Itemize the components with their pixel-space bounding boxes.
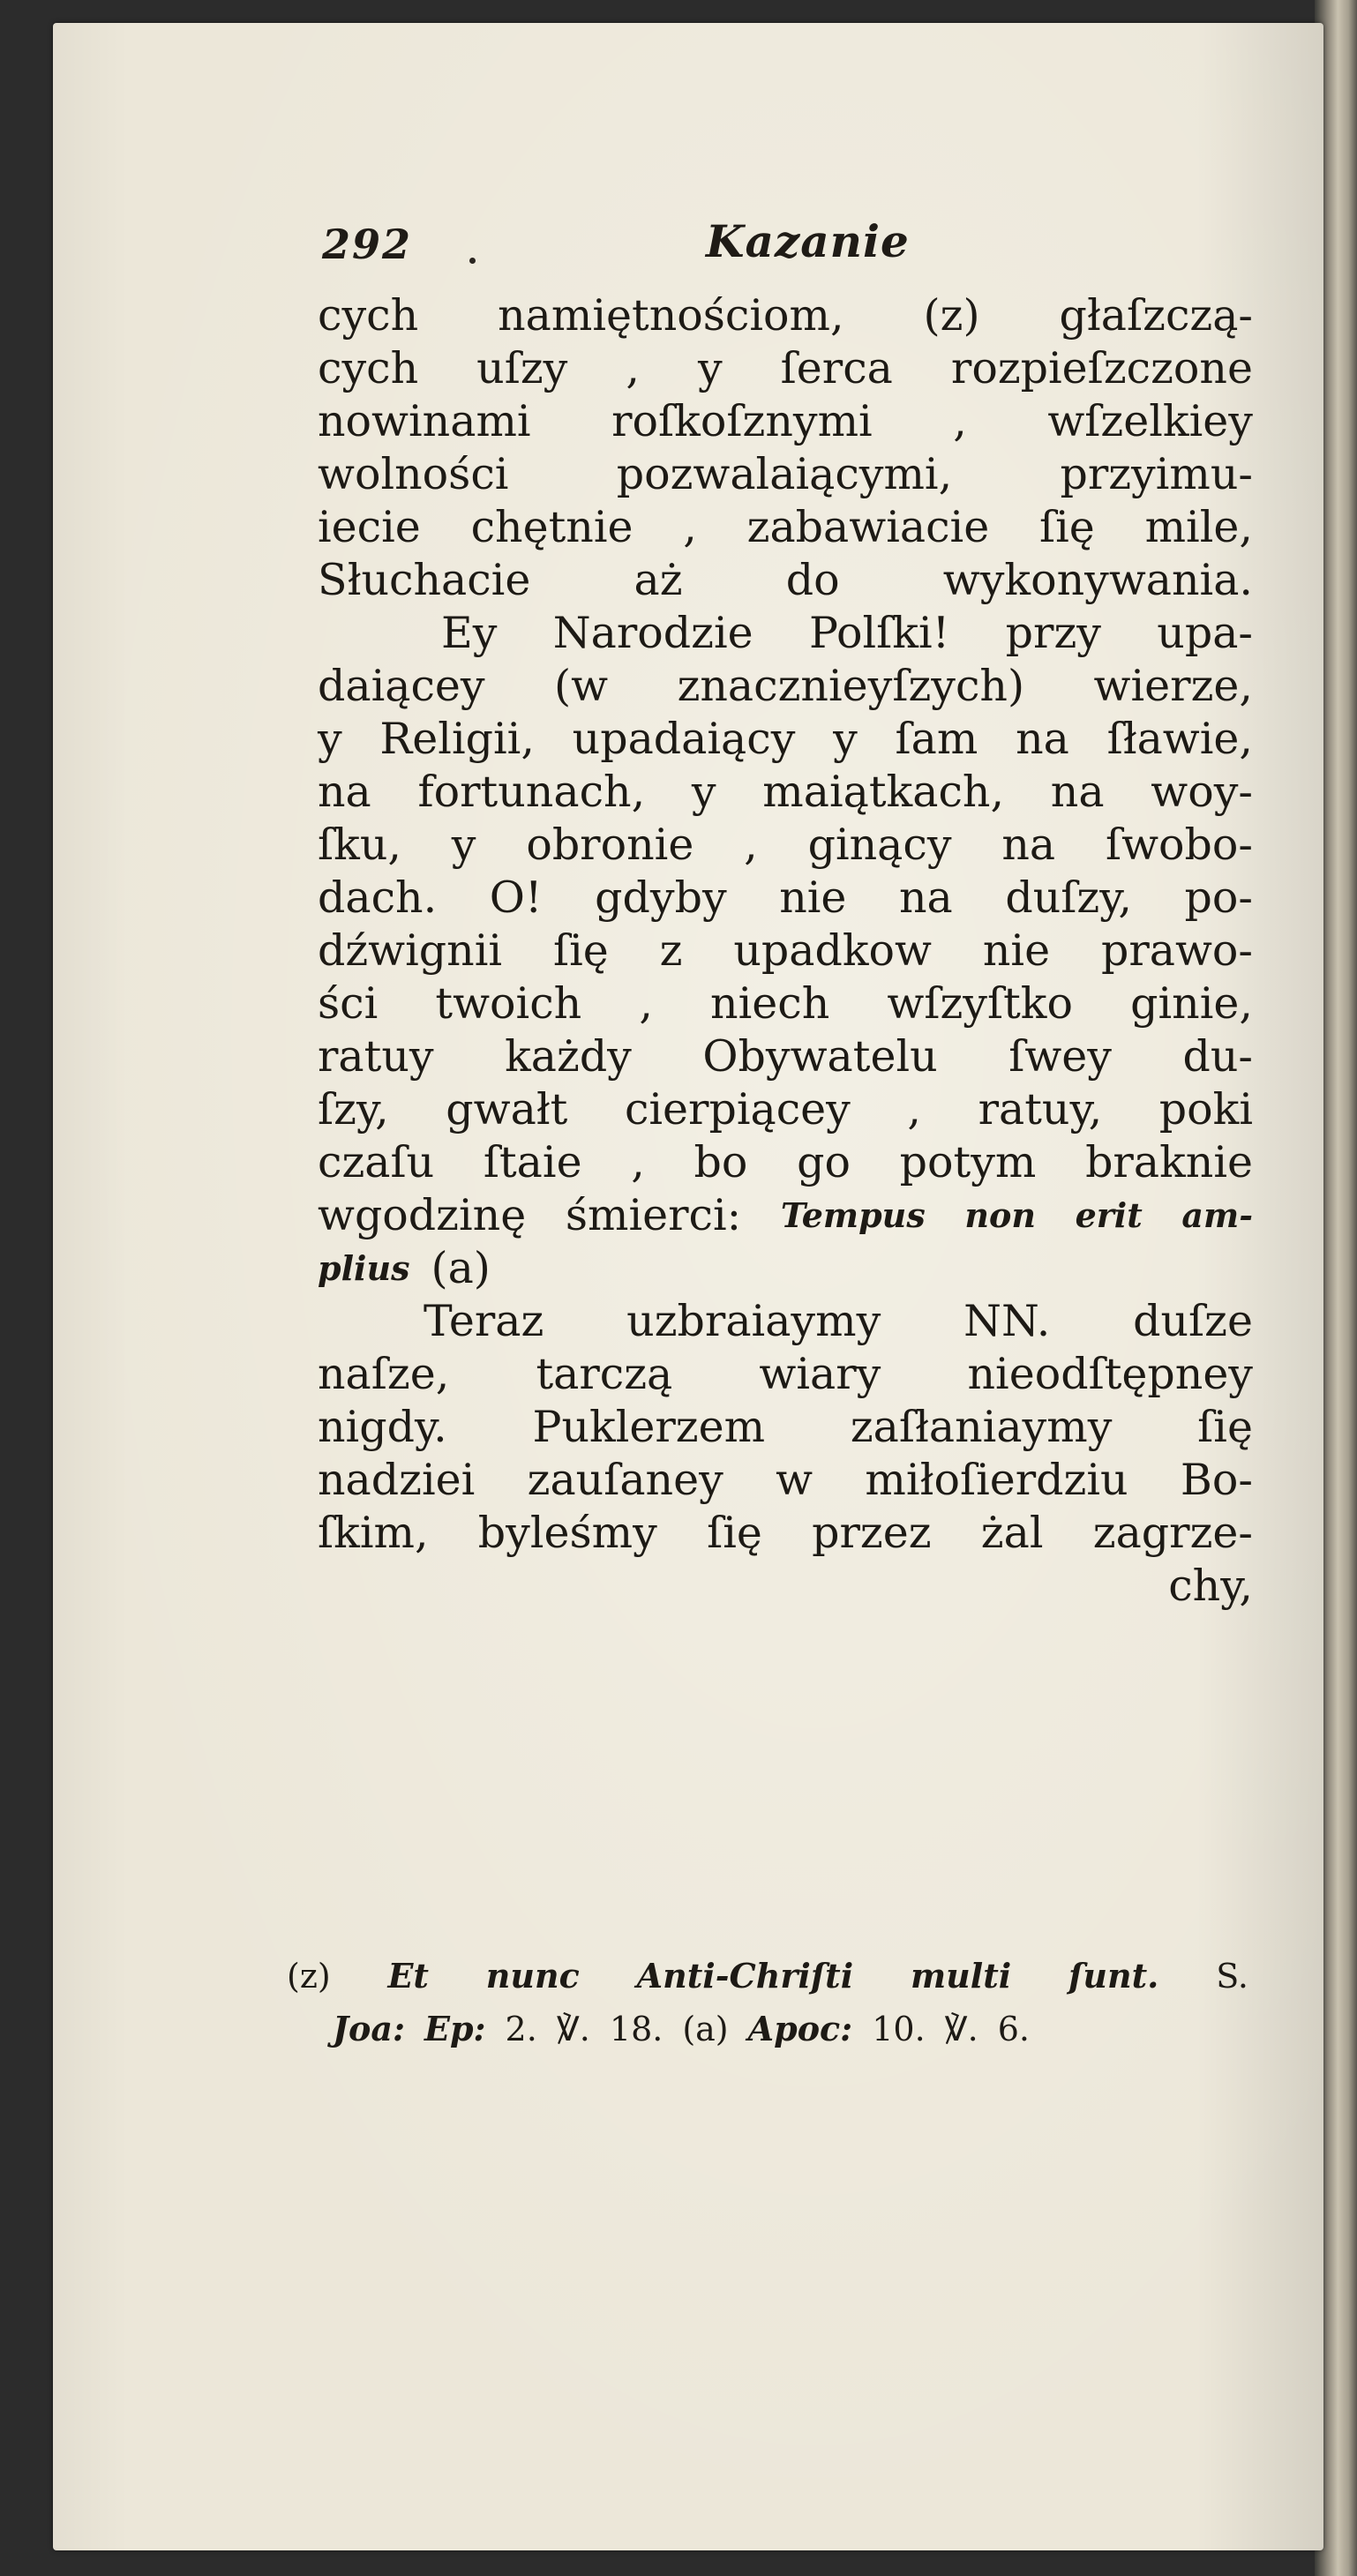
word: na <box>899 872 953 923</box>
text-line <box>318 1295 1253 1348</box>
word: , <box>631 1137 645 1187</box>
footnote-word: (a) <box>682 2010 729 2048</box>
word: Teraz <box>424 1296 544 1346</box>
text-line <box>318 1454 1253 1507</box>
word: duſze <box>1133 1296 1253 1346</box>
word: uſzy <box>476 343 568 393</box>
word: roſkoſznymi <box>611 396 873 446</box>
footnote-word: 6. <box>997 2010 1030 2048</box>
footnote-word: Anti-Chriſti <box>636 1956 854 1996</box>
text-line <box>318 1401 1253 1454</box>
word: nadziei <box>318 1455 476 1505</box>
word: zaſłaniaymy <box>850 1402 1113 1452</box>
word: uzbraiaymy <box>626 1296 881 1346</box>
word: upadaiący <box>572 714 796 764</box>
text-line <box>318 1083 1253 1136</box>
word: Obywatelu <box>702 1031 938 1082</box>
word: O! <box>489 872 543 923</box>
word: (w <box>554 661 609 711</box>
word: czaſu <box>318 1137 435 1187</box>
word: Religii, <box>379 714 535 764</box>
word: na <box>1016 714 1069 764</box>
word: ſię <box>1197 1402 1253 1452</box>
word: obronie <box>526 820 694 870</box>
word: chy, <box>1168 1561 1253 1611</box>
word: wſzyſtko <box>887 978 1073 1029</box>
word: ſławie, <box>1106 714 1253 764</box>
footnote-word: multi <box>910 1956 1012 1996</box>
word: mile, <box>1144 502 1253 552</box>
text-line <box>318 395 1253 448</box>
word: gwałt <box>446 1084 568 1134</box>
word: non <box>964 1195 1036 1235</box>
text-line <box>318 1560 1253 1613</box>
word: zauſaney <box>527 1455 723 1505</box>
word: Polſki! <box>808 608 950 658</box>
word: naſze, <box>318 1349 450 1399</box>
word: dźwignii <box>318 925 503 976</box>
word: NN. <box>963 1296 1051 1346</box>
footnote-word: Joa: <box>333 2009 405 2048</box>
word: twoich <box>435 978 582 1029</box>
text-line <box>318 342 1253 395</box>
word: aż <box>634 555 683 605</box>
text-line <box>318 1242 1253 1295</box>
word: woy- <box>1151 767 1253 817</box>
footnote-word: ſunt. <box>1068 1956 1159 1996</box>
word: pozwalaiącymi, <box>616 449 953 499</box>
word: żal <box>980 1508 1044 1558</box>
footnotes <box>287 1950 1248 2056</box>
body-text <box>318 289 1253 1613</box>
word: w <box>776 1455 813 1505</box>
word: Ey <box>441 608 498 658</box>
word: upa- <box>1157 608 1253 658</box>
word: ratuy <box>318 1031 434 1082</box>
word: każdy <box>505 1031 632 1082</box>
footnote-word: nunc <box>485 1956 580 1996</box>
text-line <box>318 448 1253 501</box>
word: y <box>318 714 342 764</box>
word: wolności <box>318 449 509 499</box>
word: chętnie <box>470 502 634 552</box>
word: cierpiącey <box>624 1084 851 1134</box>
word: du- <box>1182 1031 1253 1082</box>
word: , <box>639 978 653 1029</box>
text-line <box>318 1507 1253 1560</box>
text-line <box>318 501 1253 554</box>
word: Narodzie <box>552 608 753 658</box>
text-line <box>318 1348 1253 1401</box>
word: wiary <box>759 1349 881 1399</box>
word: y <box>697 343 723 393</box>
word: głaſzczą- <box>1059 290 1253 341</box>
running-head: Kazanie <box>706 215 910 267</box>
word: ſku, <box>318 820 401 870</box>
text-line <box>318 554 1253 607</box>
word: nowinami <box>318 396 531 446</box>
footnote-word: 2. <box>505 2010 537 2048</box>
footnote-word: (z) <box>287 1957 331 1996</box>
text-line <box>318 1030 1253 1083</box>
word: Puklerzem <box>532 1402 766 1452</box>
word: iecie <box>318 502 421 552</box>
word: ſię <box>707 1508 762 1558</box>
word: przy <box>1005 608 1101 658</box>
word: cych <box>318 343 419 393</box>
footnote-word: ℣. <box>556 2010 590 2048</box>
word: zabawiacie <box>746 502 990 552</box>
word: dach. <box>318 872 438 923</box>
word: ści <box>318 978 379 1029</box>
text-line <box>318 925 1253 977</box>
word: wierze, <box>1093 661 1253 711</box>
word: daiącey <box>318 661 485 711</box>
word: ſię <box>1038 502 1095 552</box>
word: niech <box>710 978 830 1029</box>
word: potym <box>899 1137 1037 1187</box>
word: namiętnościom, <box>498 290 844 341</box>
word: przez <box>812 1508 932 1558</box>
word: ginący <box>807 820 952 870</box>
word: z <box>659 925 683 976</box>
word: (z) <box>923 290 980 341</box>
footnote-word: S. <box>1216 1957 1248 1996</box>
word: y <box>451 820 476 870</box>
text-line <box>318 1136 1253 1189</box>
word: ſkim, <box>318 1508 429 1558</box>
header-dot <box>469 258 476 264</box>
word: przyimu- <box>1060 449 1253 499</box>
footnote-word: Apoc: <box>747 2009 853 2048</box>
word: ſwobo- <box>1105 820 1253 870</box>
page-number: 292 <box>322 221 413 268</box>
text-line <box>318 872 1253 925</box>
word: ſwey <box>1008 1031 1112 1082</box>
word: erit <box>1075 1195 1143 1235</box>
word: ſzy, <box>318 1084 389 1134</box>
word: ratuy, <box>978 1084 1103 1134</box>
word: Bo- <box>1180 1455 1253 1505</box>
word: zagrze- <box>1092 1508 1253 1558</box>
word: ſtaie <box>483 1137 582 1187</box>
word: nie <box>982 925 1051 976</box>
footnote-word: Ep: <box>424 2009 486 2048</box>
text-line <box>318 977 1253 1030</box>
word: bo <box>693 1137 748 1187</box>
word: miłoſierdziu <box>865 1455 1128 1505</box>
word: nigdy. <box>318 1402 447 1452</box>
text-line <box>318 713 1253 766</box>
text-line <box>318 819 1253 872</box>
footnote-word: 10. <box>872 2010 926 2048</box>
word: ſam <box>895 714 978 764</box>
word: nieodſtępney <box>967 1349 1253 1399</box>
word: wykonywania. <box>942 555 1253 605</box>
word: po- <box>1184 872 1253 923</box>
text-line <box>318 607 1253 660</box>
word: y <box>691 767 716 817</box>
word: do <box>785 555 840 605</box>
word: nie <box>779 872 847 923</box>
word: byleśmy <box>477 1508 657 1558</box>
word: go <box>797 1137 851 1187</box>
word: braknie <box>1085 1137 1253 1187</box>
text-line <box>318 1189 1253 1242</box>
word: znacznieyſzych) <box>677 661 1025 711</box>
word: poki <box>1158 1084 1253 1134</box>
word: Tempus <box>780 1195 926 1235</box>
word: ſię <box>552 925 609 976</box>
word: , <box>744 820 758 870</box>
word: na <box>318 767 371 817</box>
word: , <box>626 343 640 393</box>
text-line <box>318 289 1253 342</box>
word: , <box>953 396 967 446</box>
word: cych <box>318 290 419 341</box>
word: śmierci: <box>565 1190 742 1240</box>
word: gdyby <box>595 872 727 923</box>
footnote-line <box>287 1950 1248 2003</box>
page-header <box>269 206 1328 277</box>
word: , <box>683 502 697 552</box>
footnote-line <box>287 2003 1248 2056</box>
word: na <box>1050 767 1105 817</box>
word: , <box>907 1084 921 1134</box>
word: rozpieſzczone <box>950 343 1253 393</box>
word: (a) <box>431 1243 491 1293</box>
word: plius <box>318 1248 410 1288</box>
word: na <box>1001 820 1056 870</box>
word: prawo- <box>1100 925 1253 976</box>
word: Słuchacie <box>318 555 531 605</box>
footnote-word: Et <box>387 1956 429 1996</box>
word: maiątkach, <box>762 767 1005 817</box>
word: ſerca <box>780 343 893 393</box>
word: wgodzinę <box>318 1190 527 1240</box>
word: duſzy, <box>1005 872 1132 923</box>
word: ginie, <box>1130 978 1253 1029</box>
word: wſzelkiey <box>1047 396 1253 446</box>
footnote-word: ℣. <box>944 2010 978 2048</box>
word: fortunach, <box>417 767 646 817</box>
text-line <box>318 660 1253 713</box>
text-line <box>318 766 1253 819</box>
word: upadkow <box>733 925 932 976</box>
footnote-word: 18. <box>609 2010 664 2048</box>
word: am- <box>1181 1195 1253 1235</box>
word: y <box>833 714 858 764</box>
word: tarczą <box>536 1349 673 1399</box>
